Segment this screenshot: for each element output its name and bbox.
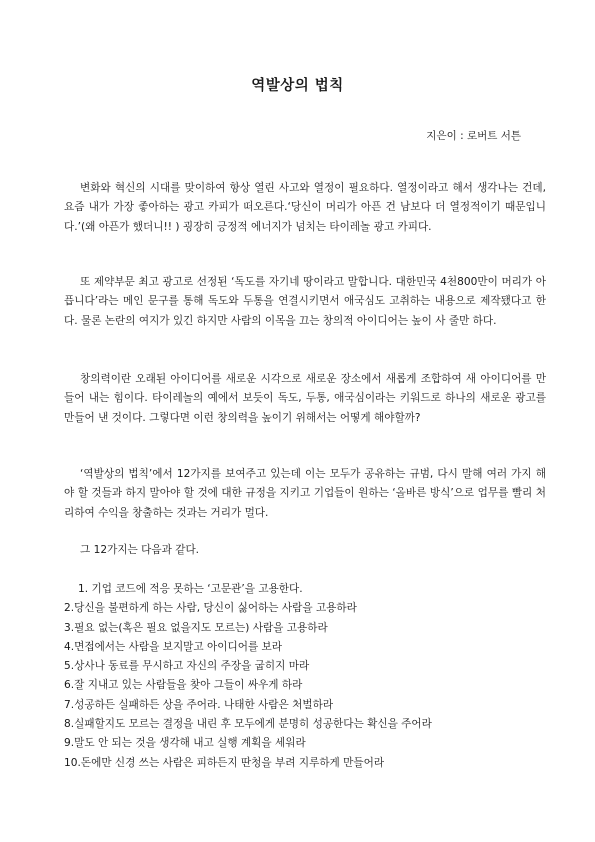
author-line: 지은이 : 로버트 서튼 [426,130,521,142]
paragraph-5: 그 12가지는 다음과 같다. [80,544,200,556]
list-item: 6.잘 지내고 있는 사람들을 찾아 그들이 싸우게 하라 [64,679,303,692]
list-item: 3.필요 없는(혹은 필요 없을지도 모르는) 사람을 고용하라 [64,621,328,634]
list-item: 9.말도 안 되는 것을 생각해 내고 실행 계획을 세워라 [64,737,306,750]
list-item: 7.성공하든 실패하든 상을 주어라. 나태한 사람은 처벌하라 [64,698,334,711]
paragraph-4: ‘역발상의 법칙’에서 12가지를 보여주고 있는데 이는 모두가 공유하는 규범, 다시 말해 여러 가지 해야 할 것들과 하지 말아야 할 것에 대한 규정을 지키고 기업들이 원하는 ‘올바른 방식’으로 업무를 빨리 처리하여 수익을 창출하는 것과는 거리가 멀다. [64,468,546,519]
paragraph-1: 변화와 혁신의 시대를 맞이하여 항상 열린 사고와 열정이 필요하다. 열정이라고 해서 생각나는 건데, 요즘 내가 가장 좋아하는 광고 카피가 떠오른다.‘당신이 머리가 아픈 건 남보다 더 열정적이기 때문입니다.’(왜 아픈가 했더니!! ) 굉장히 긍정적 에너지가 넘치는 타이레놀 광고 카피다. [64,182,546,233]
paragraph-2: 또 제약부문 최고 광고로 선정된 ‘독도를 자기네 땅이라고 말합니다. 대한민국 4천800만이 머리가 아픕니다’라는 메인 문구를 통해 독도와 두통을 연결시키면서 애국심도 고취하는 내용으로 제작됐다고 한다. 물론 논란의 여지가 있긴 하지만 사람의 이목을 끄는 창의적 아이디어는 높이 사 줄만 하다. [64,276,546,327]
rules-list [64,580,546,773]
list-item: 4.면접에서는 사람을 보지말고 아이디어를 보라 [64,640,283,653]
list-item: 8.실패할지도 모르는 결정을 내린 후 모두에게 분명히 성공한다는 확신을 주어라 [64,718,432,731]
paragraph-3: 창의력이란 오래된 아이디어를 새로운 시각으로 새로운 장소에서 새롭게 조합하여 새 아이디어를 만들어 내는 힘이다. 타이레놀의 예에서 보듯이 독도, 두통, 애국심이라는 키워드로 하나의 새로운 광고를 만들어 낸 것이다. 그렇다면 이런 창의력을 높이기 위해서는 어떻게 해야할까? [64,373,546,424]
list-item: 5.상사나 동료를 무시하고 자신의 주장을 굽히지 마라 [64,660,310,673]
document-title: 역발상의 법칙 [251,78,344,94]
list-item: 10.돈에만 신경 쓰는 사람은 피하든지 딴청을 부려 지루하게 만들어라 [64,756,385,769]
list-item: 1. 기업 코드에 적응 못하는 ‘고문관’을 고용한다. [78,583,303,595]
list-item: 2.당신을 불편하게 하는 사람, 당신이 싫어하는 사람을 고용하라 [64,602,357,615]
